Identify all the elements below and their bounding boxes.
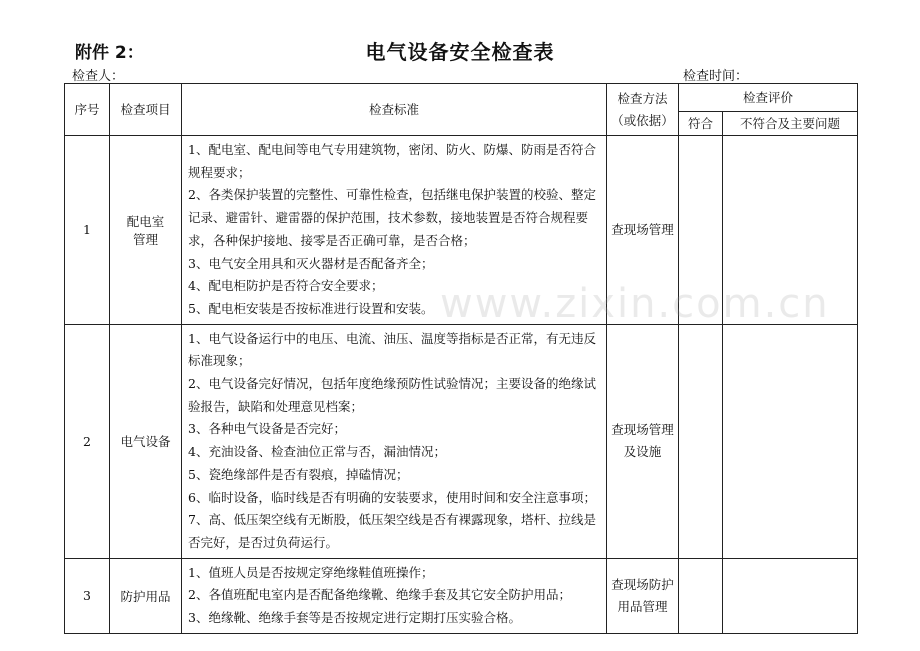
attachment-label: 附件 2： [75, 43, 144, 63]
row-no: 2 [65, 324, 110, 558]
inspection-date-label: 检查时间： [683, 69, 749, 84]
header-no: 序号 [65, 84, 110, 136]
header-method [607, 84, 679, 136]
row-item-line2: 管理 [132, 231, 158, 247]
row-item-line1: 配电室 [126, 213, 165, 229]
row-method-line1: 查现场管理 [611, 221, 674, 237]
row-standards [182, 324, 607, 558]
standard-item: 5、瓷绝缘部件是否有裂痕，掉磕情况； [188, 466, 409, 482]
page-title: 电气设备安全检查表 [365, 40, 555, 64]
standard-item: 3、各种电气设备是否完好； [188, 421, 346, 437]
fail-cell [723, 558, 858, 633]
pass-cell [679, 558, 723, 633]
row-item [110, 558, 182, 633]
row-standards [182, 136, 607, 325]
standard-item: 1、值班人员是否按规定穿绝缘鞋值班操作； [188, 564, 434, 580]
watermark: www.zixin.com.cn [440, 281, 830, 327]
standard-item: 3、绝缘靴、绝缘手套等是否按规定进行定期打压实验合格。 [188, 610, 521, 626]
row-method [607, 324, 679, 558]
standard-item: 6、临时设备，临时线是否有明确的安装要求，使用时间和安全注意事项； [188, 489, 596, 505]
fail-cell [723, 324, 858, 558]
row-item [110, 324, 182, 558]
row-item-line1: 电气设备 [120, 434, 171, 450]
row-item-line1: 防护用品 [120, 588, 171, 604]
header-standard: 检查标准 [182, 84, 607, 136]
header-method-line1: 检查方法 [617, 90, 668, 106]
standard-item: 7、高、低压架空线有无断股，低压架空线是否有裸露现象，塔杆、拉线是否完好，是否过负荷运行。 [188, 512, 596, 550]
inspector-label: 检查人： [72, 69, 125, 84]
header-fail: 不符合及主要问题 [723, 112, 858, 136]
pass-cell [679, 324, 723, 558]
row-method-line2: 及设施 [623, 444, 662, 460]
header-evaluation: 检查评价 [679, 84, 858, 112]
fail-cell [723, 136, 858, 325]
header-method-line2: （或依据） [611, 112, 674, 128]
header-item: 检查项目 [110, 84, 182, 136]
standard-item: 4、配电柜防护是否符合安全要求； [188, 278, 384, 294]
standard-item: 5、配电柜安装是否按标准进行设置和安装。 [188, 300, 434, 316]
standard-item: 1、配电室、配电间等电气专用建筑物，密闭、防火、防爆、防雨是否符合规程要求； [188, 142, 596, 180]
safety-check-table [64, 83, 858, 634]
table-row [65, 136, 858, 325]
standard-item: 3、电气安全用具和灭火器材是否配备齐全； [188, 255, 434, 271]
standard-item: 2、各类保护装置的完整性、可靠性检查，包括继电保护装置的校验、整定记录、避雷针、避雷器的保护范围，技术参数，接地装置是否符合规程要求，各种保护接地、接零是否正确可靠，是否合格； [188, 187, 596, 248]
standard-item: 1、电气设备运行中的电压、电流、油压、温度等指标是否正常，有无违反标准现象； [188, 330, 596, 369]
table-row [65, 324, 858, 558]
standard-item: 2、电气设备完好情况，包括年度绝缘预防性试验情况；主要设备的绝缘试验报告，缺陷和处理意见档案； [188, 376, 596, 414]
row-method-line1: 查现场防护 [611, 576, 674, 592]
row-method-line1: 查现场管理 [611, 422, 674, 438]
row-no: 1 [65, 136, 110, 325]
header-pass: 符合 [679, 112, 723, 136]
pass-cell [679, 136, 723, 325]
row-standards [182, 558, 607, 633]
row-method [607, 558, 679, 633]
row-item [110, 136, 182, 325]
standard-item: 2、各值班配电室内是否配备绝缘靴、绝缘手套及其它安全防护用品； [188, 587, 571, 603]
row-no: 3 [65, 558, 110, 633]
standard-item: 4、充油设备、检查油位正常与否，漏油情况； [188, 444, 446, 460]
row-method [607, 136, 679, 325]
row-method-line2: 用品管理 [617, 598, 668, 614]
table-row [65, 558, 858, 633]
